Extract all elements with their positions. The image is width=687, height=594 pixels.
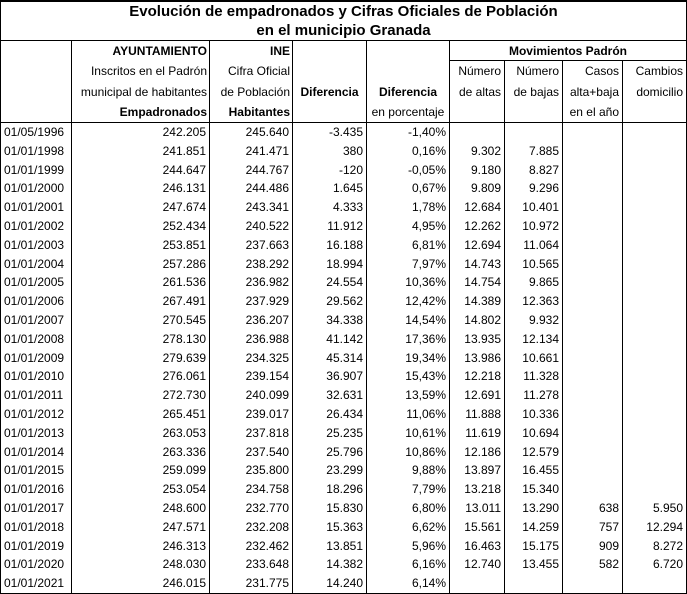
value-cell: 6,80% (367, 499, 450, 518)
header-ine-line2: Cifra Oficial (227, 64, 290, 79)
value-cell: 15.175 (505, 537, 563, 556)
value-cell: 12.684 (450, 198, 505, 217)
value-cell: 261.536 (72, 273, 210, 292)
value-cell: 6,14% (367, 574, 450, 593)
date-cell: 01/01/2003 (1, 236, 72, 255)
value-cell: 6.720 (652, 557, 683, 572)
value-cell: 12.691 (450, 386, 505, 405)
value-cell (563, 236, 623, 255)
value-cell (563, 198, 623, 217)
value-cell: 257.286 (72, 255, 210, 274)
value-cell: 241.471 (210, 142, 293, 161)
value-cell: 14,54% (367, 311, 450, 330)
value-cell: 4,95% (367, 217, 450, 236)
value-cell: 12.262 (450, 217, 505, 236)
value-cell: 5.950 (652, 500, 683, 515)
value-cell (623, 198, 686, 217)
value-cell: 14.259 (505, 518, 563, 537)
value-cell (450, 123, 505, 142)
value-cell: 12.294 (646, 519, 683, 534)
value-cell: 14.240 (293, 574, 367, 593)
value-cell: 638 (563, 499, 623, 518)
value-cell: 15.561 (450, 518, 505, 537)
value-cell: 232.770 (210, 499, 293, 518)
value-cell (623, 179, 686, 198)
value-cell: 240.099 (210, 386, 293, 405)
value-cell: 11.619 (450, 424, 505, 443)
value-cell (563, 292, 623, 311)
value-cell: 16.455 (505, 461, 563, 480)
date-cell: 01/05/1996 (1, 123, 72, 142)
value-cell: 245.640 (210, 123, 293, 142)
value-cell (563, 424, 623, 443)
value-cell (623, 142, 686, 161)
value-cell: 10,36% (367, 273, 450, 292)
value-cell: 276.061 (72, 367, 210, 386)
value-cell: 240.522 (210, 217, 293, 236)
header-diferencia-cell (293, 41, 367, 122)
value-cell (623, 349, 686, 368)
value-cell: 263.336 (72, 443, 210, 462)
value-cell: 25.235 (293, 424, 367, 443)
date-cell: 01/01/2001 (1, 198, 72, 217)
value-cell: 278.130 (72, 330, 210, 349)
date-cell: 01/01/2009 (1, 349, 72, 368)
value-cell (623, 236, 686, 255)
value-cell: 231.775 (210, 574, 293, 593)
header-bajas-line1: Número (516, 64, 559, 79)
value-cell (563, 461, 623, 480)
header-casos-line1: Casos (584, 64, 619, 79)
value-cell (563, 574, 623, 593)
value-cell: 12.694 (450, 236, 505, 255)
header-casos-line2: alta+baja (569, 84, 619, 99)
value-cell (563, 161, 623, 180)
value-cell: 9.180 (450, 161, 505, 180)
table-header (1, 41, 686, 123)
value-cell: 243.341 (210, 198, 293, 217)
value-cell: 13.290 (505, 499, 563, 518)
value-cell: 6,81% (367, 236, 450, 255)
value-cell: 248.600 (72, 499, 210, 518)
value-cell: 236.207 (210, 311, 293, 330)
value-cell (563, 273, 623, 292)
value-cell (623, 424, 686, 443)
movimientos-subheader (450, 61, 686, 122)
value-cell: 15.830 (293, 499, 367, 518)
value-cell: 9.932 (505, 311, 563, 330)
value-cell: 8.827 (505, 161, 563, 180)
value-cell: 10.972 (505, 217, 563, 236)
value-cell: 10.401 (505, 198, 563, 217)
value-cell: 45.314 (293, 349, 367, 368)
value-cell: 12.218 (450, 367, 505, 386)
value-cell (623, 405, 686, 424)
value-cell: 13.935 (450, 330, 505, 349)
value-cell (563, 311, 623, 330)
value-cell: 26.434 (293, 405, 367, 424)
value-cell: 0,67% (367, 179, 450, 198)
value-cell: 23.299 (293, 461, 367, 480)
value-cell: 13.218 (450, 480, 505, 499)
value-cell: 235.800 (210, 461, 293, 480)
value-cell: 234.758 (210, 480, 293, 499)
value-cell: 14.382 (293, 555, 367, 574)
value-cell: 17,36% (367, 330, 450, 349)
date-cell: 01/01/2000 (1, 179, 72, 198)
value-cell: 18.994 (293, 255, 367, 274)
date-cell: 01/01/2006 (1, 292, 72, 311)
value-cell: 272.730 (72, 386, 210, 405)
value-cell: 13.986 (450, 349, 505, 368)
value-cell: 236.988 (210, 330, 293, 349)
value-cell (623, 367, 686, 386)
value-cell: 248.030 (72, 555, 210, 574)
value-cell: 12.740 (450, 555, 505, 574)
value-cell: 242.205 (72, 123, 210, 142)
header-ayuntamiento-cell (72, 41, 210, 122)
date-cell: 01/01/2004 (1, 255, 72, 274)
value-cell: 32.631 (293, 386, 367, 405)
header-ine-cell (210, 41, 293, 122)
value-cell (623, 292, 686, 311)
value-cell (623, 330, 686, 349)
value-cell: -3.435 (293, 123, 367, 142)
value-cell (623, 461, 686, 480)
value-cell: 6,62% (367, 518, 450, 537)
value-cell: 9.865 (505, 273, 563, 292)
value-cell (623, 123, 686, 142)
date-cell: 01/01/2012 (1, 405, 72, 424)
header-ayuntamiento-line2: Inscritos en el Padrón (90, 64, 207, 79)
value-cell (623, 443, 686, 462)
value-cell: 11,06% (367, 405, 450, 424)
value-cell: 15,43% (367, 367, 450, 386)
value-cell: 10,86% (367, 443, 450, 462)
value-cell: 244.767 (210, 161, 293, 180)
header-bajas-cell (505, 61, 563, 122)
value-cell: 11.912 (293, 217, 367, 236)
header-diferencia-pct-line2: en porcentaje (371, 104, 445, 119)
value-cell (563, 443, 623, 462)
title-line-1: Evolución de empadronados y Cifras Oficiales de Población (129, 3, 558, 20)
value-cell: 237.663 (210, 236, 293, 255)
date-cell: 01/01/2013 (1, 424, 72, 443)
value-cell: 582 (563, 555, 623, 574)
value-cell: 7,97% (367, 255, 450, 274)
value-cell: 232.208 (210, 518, 293, 537)
value-cell: 239.017 (210, 405, 293, 424)
value-cell: 13.455 (505, 555, 563, 574)
value-cell: 259.099 (72, 461, 210, 480)
value-cell: 253.851 (72, 236, 210, 255)
value-cell: 241.851 (72, 142, 210, 161)
value-cell: 14.743 (450, 255, 505, 274)
value-cell: 9.302 (450, 142, 505, 161)
header-date-cell (1, 41, 72, 122)
date-cell: 01/01/2021 (1, 574, 72, 593)
value-cell: 237.929 (210, 292, 293, 311)
value-cell: 10.661 (505, 349, 563, 368)
header-cambios-line2: domicilio (636, 84, 683, 99)
value-cell: 12,42% (367, 292, 450, 311)
value-cell: 9,88% (367, 461, 450, 480)
header-altas-cell (450, 61, 505, 122)
value-cell: 14.802 (450, 311, 505, 330)
header-ayuntamiento-line4: Empadronados (119, 104, 207, 119)
value-cell (563, 217, 623, 236)
value-cell: 4.333 (293, 198, 367, 217)
header-ine-line4: Habitantes (228, 104, 290, 119)
value-cell: 244.647 (72, 161, 210, 180)
value-cell: 10.336 (505, 405, 563, 424)
value-cell: 7,79% (367, 480, 450, 499)
header-ayuntamiento-line3: municipal de habitantes (80, 84, 207, 99)
value-cell (505, 123, 563, 142)
value-cell: 11.328 (505, 367, 563, 386)
value-cell: 11.888 (450, 405, 505, 424)
value-cell: 246.313 (72, 537, 210, 556)
date-cell: 01/01/1999 (1, 161, 72, 180)
header-cambios-line1: Cambios (635, 64, 683, 79)
header-casos-cell (563, 61, 623, 122)
value-cell (563, 349, 623, 368)
value-cell: 12.579 (505, 443, 563, 462)
value-cell (563, 367, 623, 386)
value-cell: 252.434 (72, 217, 210, 236)
value-cell: 25.796 (293, 443, 367, 462)
value-cell: 13,59% (367, 386, 450, 405)
value-cell (563, 405, 623, 424)
movimientos-title: Movimientos Padrón (450, 41, 686, 61)
value-cell: 16.463 (450, 537, 505, 556)
value-cell (563, 123, 623, 142)
value-cell: 10,61% (367, 424, 450, 443)
date-cell: 01/01/2002 (1, 217, 72, 236)
value-cell: 14.389 (450, 292, 505, 311)
date-cell: 01/01/2016 (1, 480, 72, 499)
value-cell: 1.645 (293, 179, 367, 198)
header-casos-line3: en el año (569, 104, 619, 119)
value-cell: 9.296 (505, 179, 563, 198)
value-cell (450, 574, 505, 593)
value-cell (563, 255, 623, 274)
value-cell: 29.562 (293, 292, 367, 311)
value-cell: -0,05% (367, 161, 450, 180)
value-cell (563, 179, 623, 198)
value-cell: 10.694 (505, 424, 563, 443)
value-cell: 263.053 (72, 424, 210, 443)
value-cell: 10.565 (505, 255, 563, 274)
value-cell: 233.648 (210, 555, 293, 574)
value-cell (623, 480, 686, 499)
header-altas-line1: Número (458, 64, 501, 79)
value-cell: 11.278 (505, 386, 563, 405)
value-cell: 7.885 (505, 142, 563, 161)
value-cell: 909 (563, 537, 623, 556)
title-line-2: en el municipio Granada (256, 22, 431, 39)
header-ine-line3: de Población (220, 84, 290, 99)
value-cell: 232.462 (210, 537, 293, 556)
value-cell (563, 142, 623, 161)
header-movimientos-cell (450, 41, 686, 122)
value-cell (623, 217, 686, 236)
value-cell: 270.545 (72, 311, 210, 330)
value-cell: 246.015 (72, 574, 210, 593)
value-cell (623, 311, 686, 330)
value-cell: 5,96% (367, 537, 450, 556)
date-cell: 01/01/2015 (1, 461, 72, 480)
value-cell (623, 255, 686, 274)
value-cell: 15.340 (505, 480, 563, 499)
table-title (1, 2, 686, 41)
value-cell: 13.851 (293, 537, 367, 556)
value-cell: 238.292 (210, 255, 293, 274)
header-bajas-line2: de bajas (513, 84, 559, 99)
value-cell: 247.571 (72, 518, 210, 537)
value-cell: -120 (293, 161, 367, 180)
value-cell (623, 574, 686, 593)
value-cell (623, 273, 686, 292)
date-cell: 01/01/2020 (1, 555, 72, 574)
value-cell (505, 574, 563, 593)
value-cell: 12.363 (505, 292, 563, 311)
value-cell: 19,34% (367, 349, 450, 368)
date-cell: 01/01/2017 (1, 499, 72, 518)
value-cell: 234.325 (210, 349, 293, 368)
header-ayuntamiento-line1: AYUNTAMIENTO (112, 44, 207, 58)
value-cell: 14.754 (450, 273, 505, 292)
value-cell: 15.363 (293, 518, 367, 537)
date-cell: 01/01/2010 (1, 367, 72, 386)
date-cell: 01/01/2007 (1, 311, 72, 330)
table-body (1, 123, 686, 593)
value-cell: 1,78% (367, 198, 450, 217)
header-diferencia-pct-cell (367, 41, 450, 122)
date-cell: 01/01/2011 (1, 386, 72, 405)
value-cell: 757 (563, 518, 623, 537)
date-cell: 01/01/2008 (1, 330, 72, 349)
value-cell (563, 480, 623, 499)
value-cell: 36.907 (293, 367, 367, 386)
value-cell: 12.186 (450, 443, 505, 462)
value-cell: 246.131 (72, 179, 210, 198)
date-cell: 01/01/1998 (1, 142, 72, 161)
value-cell: 237.540 (210, 443, 293, 462)
value-cell: 279.639 (72, 349, 210, 368)
value-cell: 247.674 (72, 198, 210, 217)
value-cell: 236.982 (210, 273, 293, 292)
value-cell: 41.142 (293, 330, 367, 349)
value-cell: 13.897 (450, 461, 505, 480)
date-cell: 01/01/2018 (1, 518, 72, 537)
value-cell: -1,40% (367, 123, 450, 142)
value-cell: 12.134 (505, 330, 563, 349)
value-cell: 11.064 (505, 236, 563, 255)
header-ine-line1: INE (269, 44, 290, 58)
value-cell (623, 161, 686, 180)
value-cell (563, 330, 623, 349)
value-cell: 244.486 (210, 179, 293, 198)
header-altas-line2: de altas (458, 84, 501, 99)
value-cell: 0,16% (367, 142, 450, 161)
header-diferencia-label: Diferencia (300, 84, 359, 99)
header-cambios-cell (623, 61, 686, 122)
value-cell: 8.272 (652, 538, 683, 553)
date-cell: 01/01/2014 (1, 443, 72, 462)
value-cell: 16.188 (293, 236, 367, 255)
date-cell: 01/01/2019 (1, 537, 72, 556)
value-cell: 265.451 (72, 405, 210, 424)
value-cell: 253.054 (72, 480, 210, 499)
value-cell (623, 386, 686, 405)
date-cell: 01/01/2005 (1, 273, 72, 292)
value-cell: 24.554 (293, 273, 367, 292)
value-cell (563, 386, 623, 405)
value-cell: 267.491 (72, 292, 210, 311)
value-cell: 9.809 (450, 179, 505, 198)
value-cell: 18.296 (293, 480, 367, 499)
value-cell: 13.011 (450, 499, 505, 518)
value-cell: 239.154 (210, 367, 293, 386)
value-cell: 237.818 (210, 424, 293, 443)
header-diferencia-pct-line1: Diferencia (378, 84, 438, 99)
value-cell: 6,16% (367, 555, 450, 574)
value-cell: 34.338 (293, 311, 367, 330)
value-cell: 380 (293, 142, 367, 161)
